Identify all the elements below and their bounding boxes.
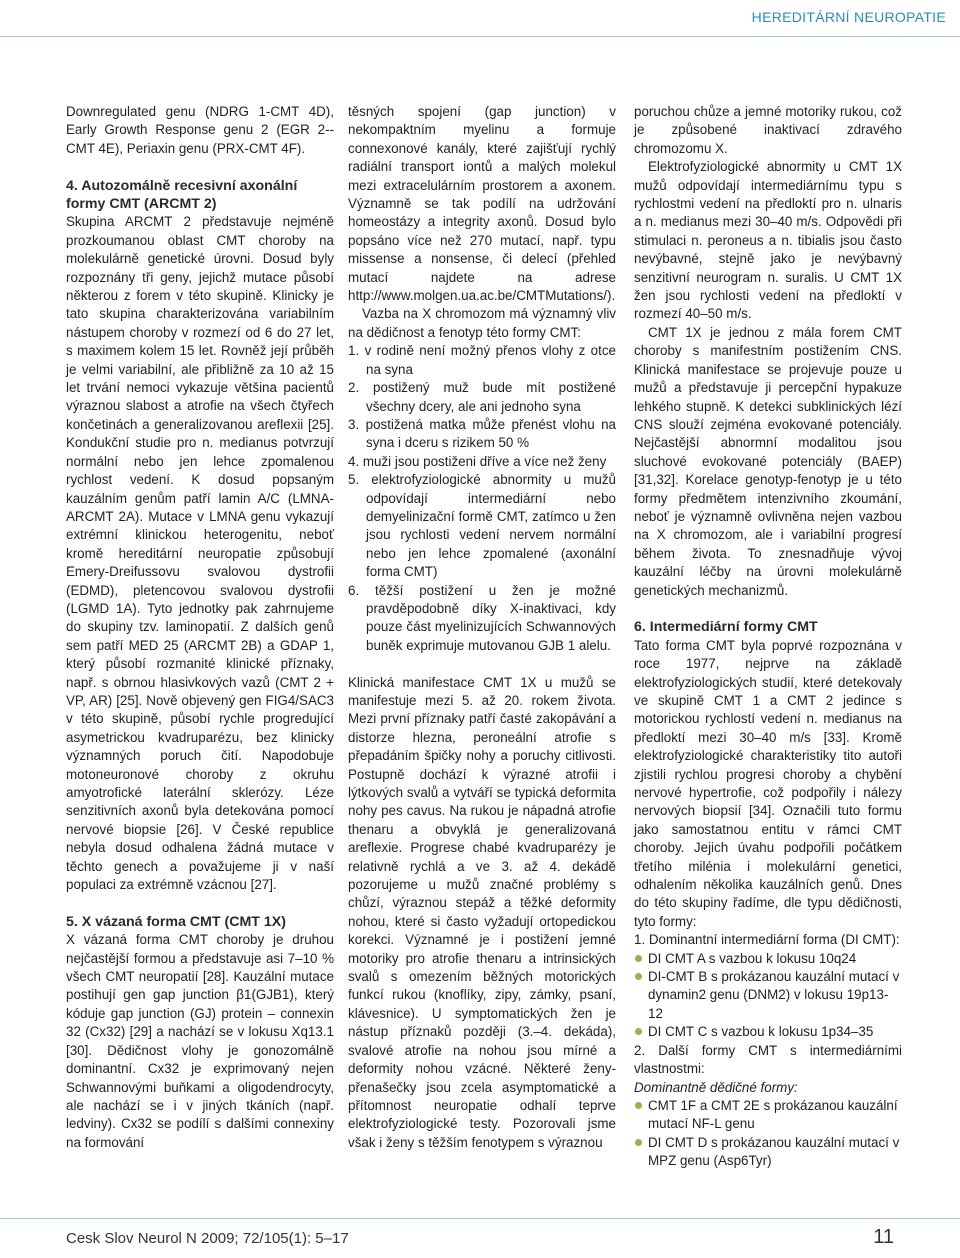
paragraph: Klinická manifestace CMT 1X u mužů se manifestuje mezi 5. až 20. rokem života. Mezi první příznaky patří časté zakopávání a distorze hlezna, peroneální atrofie s přepadáním špičky nohy a poruchy citlivosti. Postupně dochází k výrazné atrofii i lýtkových svalů a vytváří se typická deformita nohy pes cavus. Na rukou je nápadná atrofie thenaru a obvyklá je generalizovaná areflexie. Progrese chabé kvadruparézy je relativně rychlá a ve 3. až 4. dekádě pozorujeme u mužů značné problémy s chůzí, výraznou stepáž a těžké deformity nohou, které si často vyžadují ortopedickou korekci. Významné je i postižení jemné motoriky pro atrofie thenaru a intrinsických svalů s omezením běžných motorických funkcí rukou (knoflíky, zipy, zámky, psaní, klávesnice). U symptomatických žen je nástup příznaků později (3.–4. dekáda), svalové atrofie na nohou jsou mírné a deformity nohou vzácné. Některé ženy-přenašečky jsou zcela asymptomatické a přítomnost neuropatie odhalí teprve elektrofyziologické testy. Pozorovali jsme však i ženy s těžším fenotypem s výraznou — [348, 674, 616, 1150]
paragraph: poruchou chůze a jemné motoriky rukou, což je způsobené inaktivací zdravého chromozomu X. — [634, 104, 902, 156]
paragraph: Downregulated genu (NDRG 1-CMT 4D), Early Growth Response genu 2 (EGR 2--CMT 4E), Periaxin genu (PRX-CMT 4F). — [66, 104, 334, 156]
bullet-list — [634, 1097, 902, 1171]
list-item: DI CMT C s vazbou k lokusu 1p34–35 — [634, 1023, 902, 1041]
numbered-list — [348, 342, 616, 655]
column-2 — [348, 103, 616, 1152]
list-item: 3. postižená matka může přenést vlohu na syna i dceru s rizikem 50 % — [348, 416, 616, 451]
list-item: 6. těžší postižení u žen je možné pravděpodobně díky X-inaktivaci, kdy pouze část myelinizujících Schwannových buněk exprimuje mutovanou GJB 1 alelu. — [348, 582, 616, 653]
column-1 — [66, 103, 334, 1152]
list-item: 2. postižený muž bude mít postižené všechny dcery, ale ani jednoho syna — [348, 380, 616, 414]
bullet-icon — [635, 1139, 642, 1146]
bullet-icon — [635, 955, 642, 962]
list-item: 1. v rodině není možný přenos vlohy z otce na syna — [348, 343, 616, 377]
section-heading-6: 6. Intermediární formy CMT — [634, 619, 818, 636]
section-heading-5: 5. X vázaná forma CMT (CMT 1X) — [66, 913, 286, 930]
footer-rule — [0, 1218, 960, 1219]
journal-citation: Cesk Slov Neurol N 2009; 72/105(1): 5–17 — [66, 1230, 349, 1247]
paragraph: Elektrofyziologické abnormity u CMT 1X mužů odpovídají intermediárnímu typu s rychlostmi vedení na předloktí pro n. ulnaris a n. medianus mezi 30–40 m/s. Odpovědi při stimulaci n. peroneus a n. tibialis jsou často nevýbavné, stejně jako je nevýbavný senzitivní neurogram n. suralis. U CMT 1X žen jsou rychlosti vedení na předloktí v rozmezí 40–50 m/s. — [634, 159, 902, 322]
paragraph: těsných spojení (gap junction) v nekompaktním myelinu a formuje connexonové kanály, které zajišťují rychlý radiální transport iontů a malých molekul mezi extracelulárním prostorem a axonem. Významně se tak podílí na udržování homeostázy a integrity axonů. Dosud bylo popsáno více než 270 mutací, např. typu missense a nonsense, či delecí (přehled mutací najdete na adrese http://www.molgen.ua.ac.be/CMTMutations/). — [348, 104, 616, 304]
page-header — [0, 0, 960, 37]
paragraph: Skupina ARCMT 2 představuje nejméně prozkoumanou oblast CMT choroby na molekulárně genetické úrovni. Dosud byly rozpoznány tři geny, jejichž mutace působí některou z forem v této skupině. Klinicky je tato skupina charakterizována variabilním nástupem choroby v rozmezí od 6 do 27 let, s maximem kolem 15 let. Rovněž její průběh je velmi variabilní, ale přibližně za 10 až 15 let trvání nemoci vykazuje většina pacientů výraznou slabost a atrofie na všech čtyřech končetinách a generalizovanou areflexii [25]. Kondukční studie pro n. medianus potvrzují normální nebo jen lehce zpomalenou rychlost vedení. K dosud popsaným kauzálním genům patří lamin A/C (LMNA-ARCMT 2A). Mutace v LMNA genu vykazují extrémní klinickou heterogenitu, neboť kromě hereditární neuropatie způsobují Emery-Dreifussovu svalovou dystrofii (EDMD), pletencovou svalovou dystrofii (LGMD 1A). Tyto jednotky pak zahrnujeme do skupiny tzv. laminopatií. Z dalších genů sem patří MED 25 (ARCMT 2B) a GDAP 1, který působí rozmanité klinické příznaky, např. s obrnou hlasivkových vazů (CMT 2 + VP, AR) [25]. Nově objevený gen FIG4/SAC3 v této skupině, působí rychle progredující asymetrickou kvadruparézu, bez klinicky významných poruch čití. Napodobuje motoneuronové choroby z okruhu amyotrofické laterální sklerózy. Léze senzitivních axonů byla detekována pomocí nervové biopsie [26]. V České republice nebyla dosud odhalena žádná mutace v těchto genech a považujeme ji v naší populaci za extrémně vzácnou [27]. — [66, 214, 334, 893]
running-header-title: HEREDITÁRNÍ NEUROPATIE — [751, 9, 946, 25]
list-item: 4. muži jsou postiženi dříve a více než ženy — [348, 453, 607, 469]
list-item: 5. elektrofyziologické abnormity u mužů odpovídají intermediární nebo demyelinizační formě CMT, zatímco u žen jsou rychlosti vedení nervem normální nebo jen lehce zpomalené (axonální forma CMT) — [348, 472, 616, 580]
section-heading-4: 4. Autozomálně recesivní axonální formy CMT (ARCMT 2) — [66, 177, 298, 213]
bullet-icon — [635, 1102, 642, 1109]
bullet-list — [634, 950, 902, 1042]
paragraph: X vázaná forma CMT choroby je druhou nejčastější formou a představuje asi 7–10 % všech CMT neuropatií [28]. Kauzální mutace postihují gen gap junction β1(GJB1), který kóduje gap junction (GJ) protein – connexin 32 (Cx32) [29] a nachází se v lokusu Xq13.1 [30]. Dědičnost vlohy je gonozomálně dominantní. Cx32 je exprimovaný nejen Schwannovými buňkami a oligodendrocyty, ale nachází se i v jiných tkáních (např. ledviny). Cx32 se podílí s dalšími connexiny na formování — [66, 932, 334, 1150]
subheading: Dominantně dědičné formy: — [634, 1079, 798, 1095]
list-heading: 2. Další formy CMT s intermediárními vlastnostmi: — [634, 1042, 902, 1077]
list-item: DI CMT D s prokázanou kauzální mutací v MPZ genu (Asp6Tyr) — [634, 1134, 902, 1171]
list-item: DI CMT A s vazbou k lokusu 10q24 — [634, 950, 902, 968]
list-item: DI-CMT B s prokázanou kauzální mutací v dynamin2 genu (DNM2) v lokusu 19p13-12 — [634, 968, 902, 1023]
page-number: 11 — [873, 1226, 894, 1248]
paragraph: Vazba na X chromozom má významný vliv na dědičnost a fenotyp této formy CMT: — [348, 306, 616, 340]
bullet-icon — [635, 1028, 642, 1035]
bullet-icon — [635, 973, 642, 980]
paragraph: CMT 1X je jednou z mála forem CMT choroby s manifestním postižením CNS. Klinická manifestace se projevuje pouze u mužů a představuje ji percepční hypakuze lehkého stupně. K detekci subklinických lézí CNS slouží zejména evokované potenciály. Nejčastější abnormní modalitou jsou sluchové evokované potenciály (BAEP) [31,32]. Korelace genotyp-fenotyp je u této formy předmětem intenzivního zkoumání, neboť je významně ovlivněna nejen vazbou na X chromozom, ale i variabilní progresí během života. To znesnadňuje vývoj kauzální léčby na úrovni molekulárně genetických mechanizmů. — [634, 324, 902, 598]
list-heading: 1. Dominantní intermediární forma (DI CMT): — [634, 932, 900, 948]
paragraph: Tato forma CMT byla poprvé rozpoznána v roce 1977, nejprve na základě elektrofyziologických studií, které detekovaly ve skupině CMT 1 a CMT 2 jedince s motorickou rychlostí vedení n. medianus na předloktí mezi 30–40 m/s [33]. Kromě elektrofyziologické charakteristiky tito autoři zjistili rychlou progresi choroby a chybění nervové hypertrofie, což podpořily i nálezy nervových biopsií [34]. Označili tuto formu jako samostatnou entitu v rámci CMT choroby. Jejich úvahu podpořili počátkem třetího milénia i molekulární genetici, odhalením několika kauzálních genů. Dnes do této skupiny řadíme, dle typu dědičnosti, tyto formy: — [634, 637, 902, 929]
list-item: CMT 1F a CMT 2E s prokázanou kauzální mutací NF-L genu — [634, 1097, 902, 1134]
column-3 — [634, 103, 902, 1171]
